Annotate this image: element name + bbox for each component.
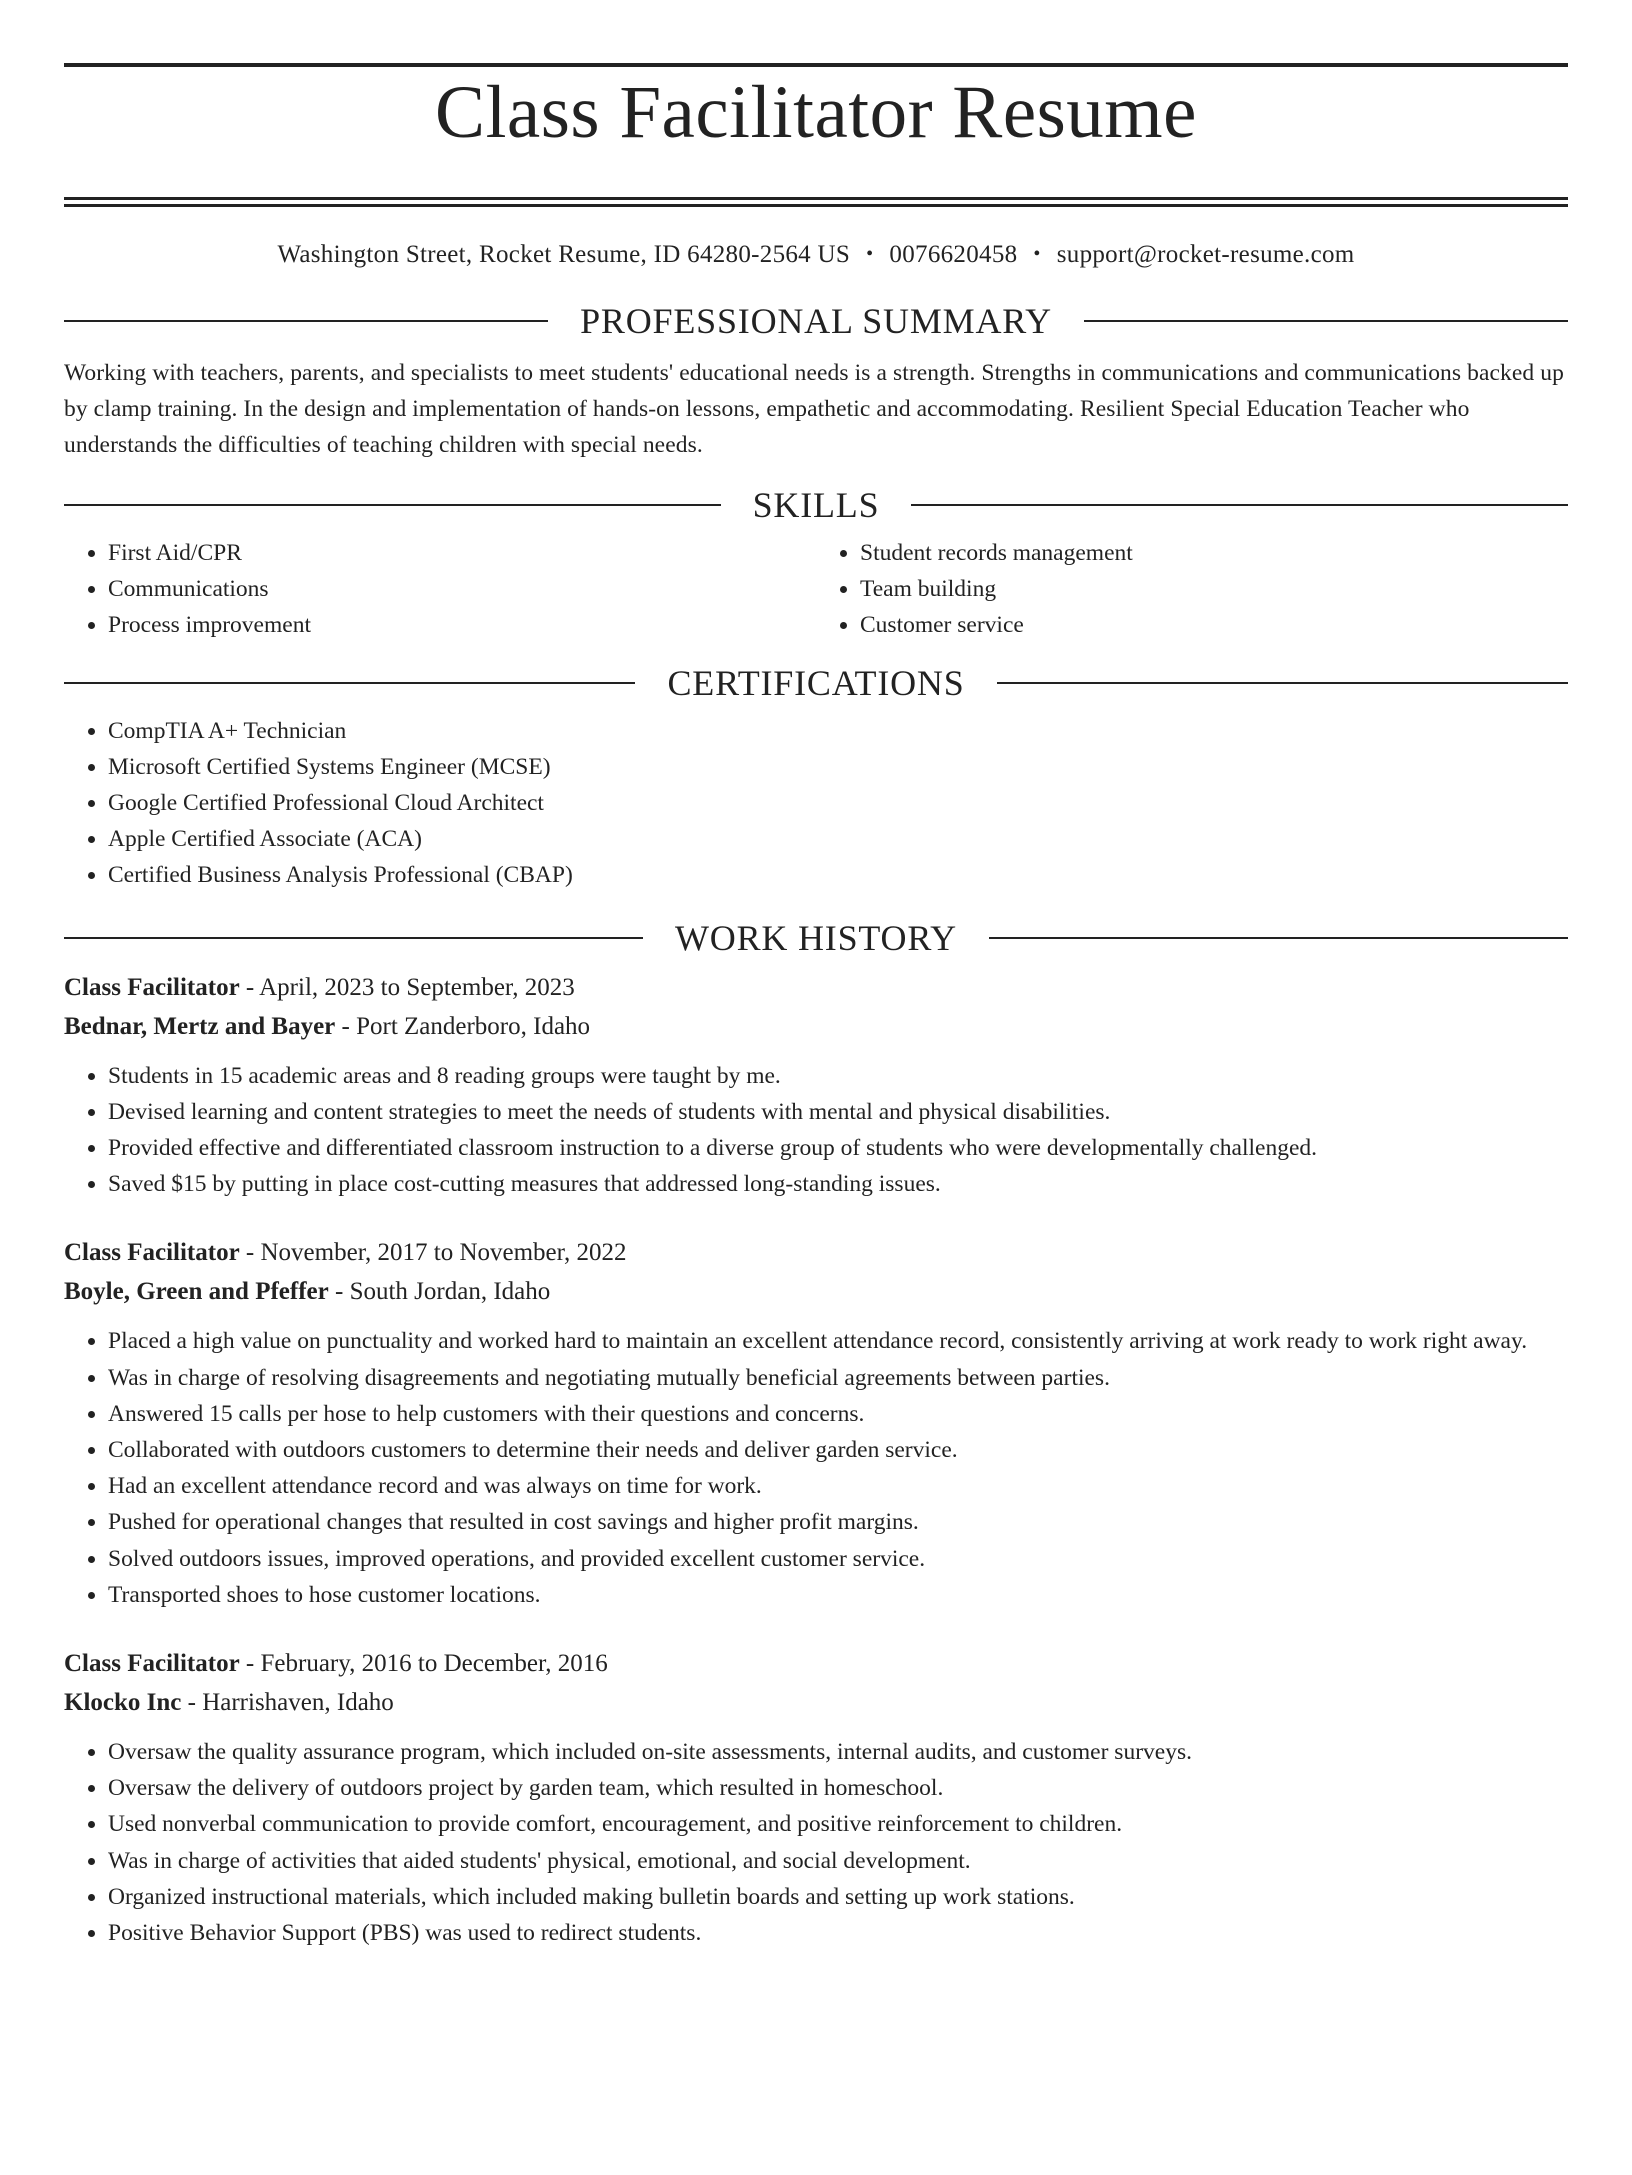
certifications-list: [64, 713, 1568, 894]
employer-line: [64, 1683, 1568, 1722]
job-bullet: • Used nonverbal communication to provide comfort, encouragement, and positive reinforcement to children.: [108, 1806, 1568, 1842]
summary-heading-label: PROFESSIONAL SUMMARY: [580, 301, 1052, 341]
certifications-section: [64, 663, 1568, 894]
job-bullet: • Had an excellent attendance record and was always on time for work.: [108, 1468, 1568, 1504]
contact-separator: •: [866, 243, 874, 265]
heading-rule-right: [1084, 320, 1568, 322]
job-bullet: • Positive Behavior Support (PBS) was used to redirect students.: [108, 1915, 1568, 1951]
summary-section: [64, 301, 1568, 463]
skill-item: • Communications: [108, 571, 816, 607]
job-bullet: • Solved outdoors issues, improved operations, and provided excellent customer service.: [108, 1541, 1568, 1577]
certification-item: • CompTIA A+ Technician: [108, 713, 1568, 749]
job-entry: [64, 1644, 1568, 1951]
employer-name: Bednar, Mertz and Bayer: [64, 1012, 336, 1040]
certifications-heading-label: CERTIFICATIONS: [667, 662, 965, 703]
work-section: [64, 918, 1568, 1952]
job-title-line: [64, 1644, 1568, 1683]
job-bullet: • Pushed for operational changes that resulted in cost savings and higher profit margins.: [108, 1504, 1568, 1540]
skills-list-right: [816, 535, 1568, 644]
job-bullets: [64, 1058, 1568, 1203]
contact-phone: 0076620458: [889, 241, 1018, 268]
work-heading-label: WORK HISTORY: [675, 917, 957, 958]
summary-heading: [64, 301, 1568, 341]
job-bullet: • Oversaw the delivery of outdoors project by garden team, which resulted in homeschool.: [108, 1770, 1568, 1806]
job-bullet: • Was in charge of resolving disagreements and negotiating mutually beneficial agreements between parties.: [108, 1360, 1568, 1396]
heading-rule-left: [64, 320, 548, 322]
job-bullet: • Students in 15 academic areas and 8 reading groups were taught by me.: [108, 1058, 1568, 1094]
job-bullet: • Provided effective and differentiated classroom instruction to a diverse group of students who were developmentally challenged.: [108, 1130, 1568, 1166]
job-entry: [64, 968, 1568, 1203]
skills-list-left: [64, 535, 816, 644]
skills-heading-label: SKILLS: [752, 485, 880, 525]
job-bullet: • Oversaw the quality assurance program, which included on-site assessments, internal audits, and customer surveys.: [108, 1734, 1568, 1770]
resume-page: [0, 63, 1632, 2175]
heading-rule-right: [989, 937, 1568, 939]
heading-rule-left: [64, 682, 635, 684]
job-bullet: • Saved $15 by putting in place cost-cutting measures that addressed long-standing issues.: [108, 1166, 1568, 1202]
contact-address: Washington Street, Rocket Resume, ID 64280-2564 US: [277, 241, 851, 268]
job-title-line: [64, 968, 1568, 1007]
job-bullet: • Organized instructional materials, which included making bulletin boards and setting up work stations.: [108, 1879, 1568, 1915]
employer-line: [64, 1272, 1568, 1311]
employer-location: - Harrishaven, Idaho: [181, 1689, 394, 1717]
job-bullets: [64, 1323, 1568, 1613]
contact-email: support@rocket-resume.com: [1056, 241, 1355, 268]
certifications-heading: [64, 663, 1568, 703]
employer-name: Klocko Inc: [64, 1689, 182, 1717]
job-dates: - April, 2023 to September, 2023: [239, 973, 575, 1001]
job-bullet: • Devised learning and content strategies to meet the needs of students with mental and physical disabilities.: [108, 1094, 1568, 1130]
work-heading: [64, 918, 1568, 958]
job-entry: [64, 1233, 1568, 1613]
certification-item: • Microsoft Certified Systems Engineer (MCSE): [108, 749, 1568, 785]
skill-item: • Customer service: [860, 607, 1568, 643]
certification-item: • Google Certified Professional Cloud Architect: [108, 785, 1568, 821]
job-title: Class Facilitator: [64, 973, 240, 1001]
job-dates: - November, 2017 to November, 2022: [239, 1239, 627, 1267]
heading-rule-right: [997, 682, 1568, 684]
heading-rule-left: [64, 937, 643, 939]
employer-location: - South Jordan, Idaho: [328, 1278, 551, 1306]
employer-location: - Port Zanderboro, Idaho: [335, 1012, 591, 1040]
skill-item: • First Aid/CPR: [108, 535, 816, 571]
job-bullet: • Was in charge of activities that aided students' physical, emotional, and social development.: [108, 1843, 1568, 1879]
resume-title: Class Facilitator Resume: [435, 71, 1197, 154]
job-title: Class Facilitator: [64, 1239, 240, 1267]
job-bullets: [64, 1734, 1568, 1951]
skill-item: • Process improvement: [108, 607, 816, 643]
employer-name: Boyle, Green and Pfeffer: [64, 1278, 329, 1306]
summary-text: Working with teachers, parents, and specialists to meet students' educational needs is a strength. Strengths in communications and communications backed up by clamp training. In the design and implementation of hands-on lessons, empathetic and accommodating. Resilient Special Education Teacher who understands the difficulties of teaching children with special needs.: [64, 360, 1564, 458]
job-title: Class Facilitator: [64, 1650, 240, 1678]
skills-columns: [64, 535, 1568, 644]
skills-section: [64, 485, 1568, 644]
certification-item: • Apple Certified Associate (ACA): [108, 821, 1568, 857]
job-title-line: [64, 1233, 1568, 1272]
contact-separator: •: [1033, 243, 1041, 265]
heading-rule-right: [911, 504, 1568, 506]
skill-item: • Student records management: [860, 535, 1568, 571]
skills-heading: [64, 485, 1568, 525]
job-dates: - February, 2016 to December, 2016: [239, 1650, 608, 1678]
job-bullet: • Collaborated with outdoors customers to determine their needs and deliver garden service.: [108, 1432, 1568, 1468]
contact-line: [64, 240, 1568, 271]
job-bullet: • Transported shoes to hose customer locations.: [108, 1577, 1568, 1613]
certification-item: • Certified Business Analysis Professional (CBAP): [108, 857, 1568, 893]
job-bullet: • Answered 15 calls per hose to help customers with their questions and concerns.: [108, 1396, 1568, 1432]
skill-item: • Team building: [860, 571, 1568, 607]
heading-rule-left: [64, 504, 721, 506]
job-bullet: • Placed a high value on punctuality and worked hard to maintain an excellent attendance record, consistently arriving at work ready to work right away.: [108, 1323, 1568, 1359]
title-double-rule: [64, 197, 1568, 207]
employer-line: [64, 1007, 1568, 1046]
